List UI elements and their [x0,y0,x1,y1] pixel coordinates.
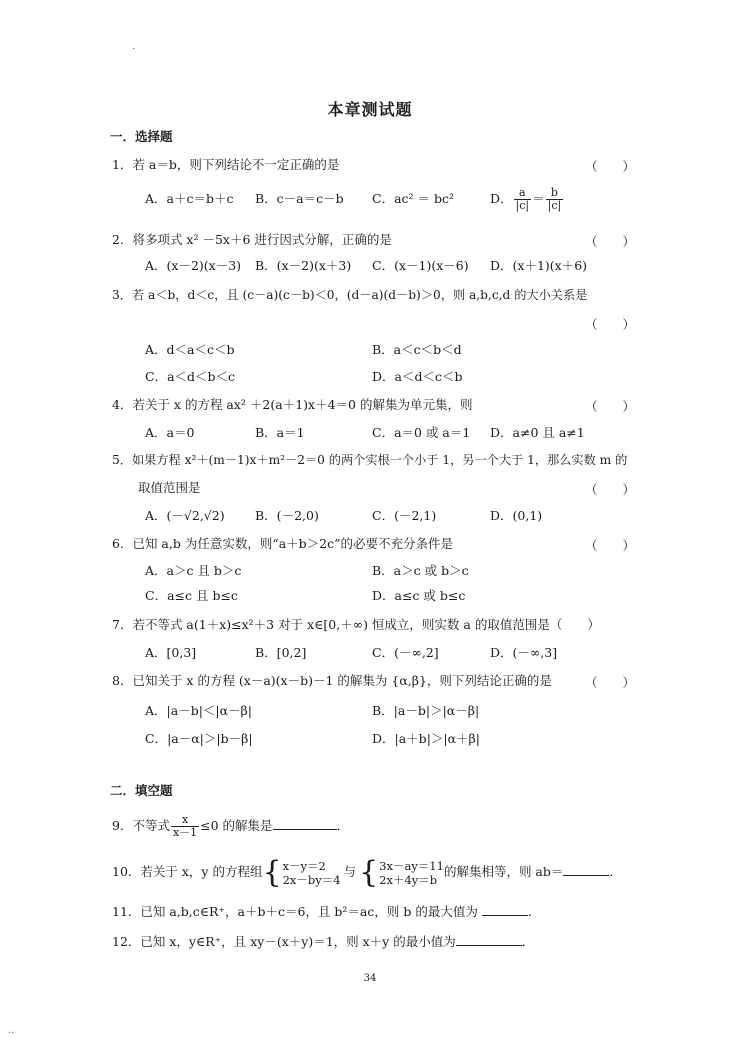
question-1-stem: 1．若 a＝b，则下列结论不一定正确的是 [112,157,340,172]
q2-option-b: B．(x－2)(x＋3) [255,258,352,273]
question-6-stem: 6．已知 a,b 为任意实数，则“a＋b＞2c”的必要不充分条件是 [112,536,454,551]
q10-answer-blank[interactable] [563,863,609,876]
q7-option-b: B．[0,2] [255,645,307,660]
q8-option-a: A．|a－b|＜|α－β| [145,703,252,718]
q9-prefix: 9．不等式 [112,818,170,833]
answer-paren-8: （ ） [585,675,636,690]
page-title: 本章测试题 [327,100,413,119]
section-heading-choice: 一．选择题 [110,129,173,144]
question-4-stem: 4．若关于 x 的方程 ax² ＋2(a＋1)x＋4＝0 的解集为单元集，则 [112,397,473,412]
q10-suffix: 的解集相等，则 ab＝ [443,864,564,879]
q12-end: ． [521,934,535,949]
q8-option-b: B．|a－b|＞|α－β| [372,703,480,718]
q10-mid: 与 [343,864,357,879]
q1-option-d-prefix: D． [490,191,513,206]
q2-option-a: A．(x－2)(x－3) [145,258,242,273]
answer-paren-4: （ ） [585,399,636,414]
q6-option-c: C．a≤c 且 b≤c [145,588,238,603]
q11-answer-blank[interactable] [482,903,528,916]
section-heading-fill-blank: 二．填空题 [110,783,173,798]
q7-option-d: D．(－∞,3] [490,645,558,660]
q1-option-d [490,182,564,216]
q10-system-2: 3x－ay＝11 2x＋4y＝b [379,858,444,887]
q5-option-a: A．(－√2,√2) [145,508,225,523]
q3-option-c: C．a＜d＜b＜c [145,369,236,384]
q9-end: ． [336,818,350,833]
q6-option-a: A．a＞c 且 b＞c [145,563,242,578]
scan-speck: · [132,44,136,55]
scan-speck-corner: ·· [8,1028,15,1039]
answer-paren-1: （ ） [585,159,636,174]
q1-d-fraction-left: $\frac{a}{|c|}$ [515,186,530,212]
q5-option-c: C．(－2,1) [372,508,437,523]
q2-option-c: C．(x－1)(x－6) [372,258,469,273]
q4-option-c: C．a＝0 或 a＝1 [372,425,471,440]
q9-answer-blank[interactable] [273,817,337,830]
q8-option-d: D．|a＋b|＞|α＋β| [372,731,480,746]
answer-paren-6: （ ） [585,538,636,553]
q1-option-a: A．a＋c＝b＋c [145,191,234,206]
q5-option-d: D．(0,1) [490,508,543,523]
q11-end: ． [527,904,541,919]
answer-paren-5: （ ） [585,482,636,497]
q4-option-d: D．a≠0 且 a≠1 [490,425,585,440]
question-7-stem: 7．若不等式 a(1＋x)≤x²＋3 对于 x∈[0,＋∞) 恒成立，则实数 a 的取值范围是（ ） [112,617,600,632]
q1-option-b: B．c－a＝c－b [255,191,344,206]
question-3-stem: 3．若 a＜b，d＜c，且 (c－a)(c－b)＜0，(d－a)(d－b)＞0，则 a,b,c,d 的大小关系是 [112,288,588,302]
q8-option-c: C．|a－α|＞|b－β| [145,731,253,746]
q12-text: 12．已知 x，y∈R⁺，且 xy－(x＋y)＝1，则 x＋y 的最小值为 [112,934,456,949]
q1-d-equals: ＝ [532,191,545,206]
q1-option-c: C．ac² ＝ bc² [372,191,454,206]
q3-option-b: B．a＜c＜b＜d [372,342,462,357]
answer-paren-3: （ ） [585,317,636,332]
q10-prefix: 10．若关于 x，y 的方程组 [112,864,263,879]
answer-paren-2: （ ） [585,234,636,249]
q3-option-d: D．a＜d＜c＜b [372,369,463,384]
q3-option-a: A．d＜a＜c＜b [145,342,235,357]
question-5-stem-continued: 取值范围是 [138,480,201,495]
q10-brace-2: { [359,854,379,890]
q7-option-a: A．[0,3] [145,645,197,660]
q7-option-c: C．(－∞,2] [372,645,439,660]
question-12 [112,933,534,950]
question-2-stem: 2．将多项式 x² －5x＋6 进行因式分解，正确的是 [112,232,392,247]
q11-text: 11．已知 a,b,c∈R⁺，a＋b＋c＝6，且 b²＝ac，则 b 的最大值为 [112,904,478,919]
question-10 [112,854,622,890]
question-5-stem: 5．如果方程 x²＋(m－1)x＋m²－2＝0 的两个实根一个小于 1，另一个大于 1，那么实数 m 的 [112,453,628,467]
q12-answer-blank[interactable] [456,933,522,946]
q9-suffix: ≤0 的解集是 [200,818,273,833]
question-9 [112,808,349,844]
q5-option-b: B．(－2,0) [255,508,319,523]
q6-option-d: D．a≤c 或 b≤c [372,588,466,603]
q6-option-b: B．a＞c 或 b＞c [372,563,469,578]
q4-option-a: A．a＝0 [145,425,195,440]
question-11 [112,903,540,920]
question-8-stem: 8．已知关于 x 的方程 (x－a)(x－b)－1 的解集为 {α,β}，则下列结论正确的是 [112,673,552,688]
q2-option-d: D．(x＋1)(x＋6) [490,258,588,273]
page-number: 34 [363,973,377,984]
q10-brace-1: { [262,854,282,890]
q10-system-1: x－y＝2 2x－by＝4 [282,858,341,887]
q9-fraction: $\frac{x}{x-1}$ [172,813,198,839]
q10-end: ． [609,864,622,879]
q4-option-b: B．a＝1 [255,425,305,440]
q1-d-fraction-right: $\frac{b}{|c|}$ [547,186,562,212]
